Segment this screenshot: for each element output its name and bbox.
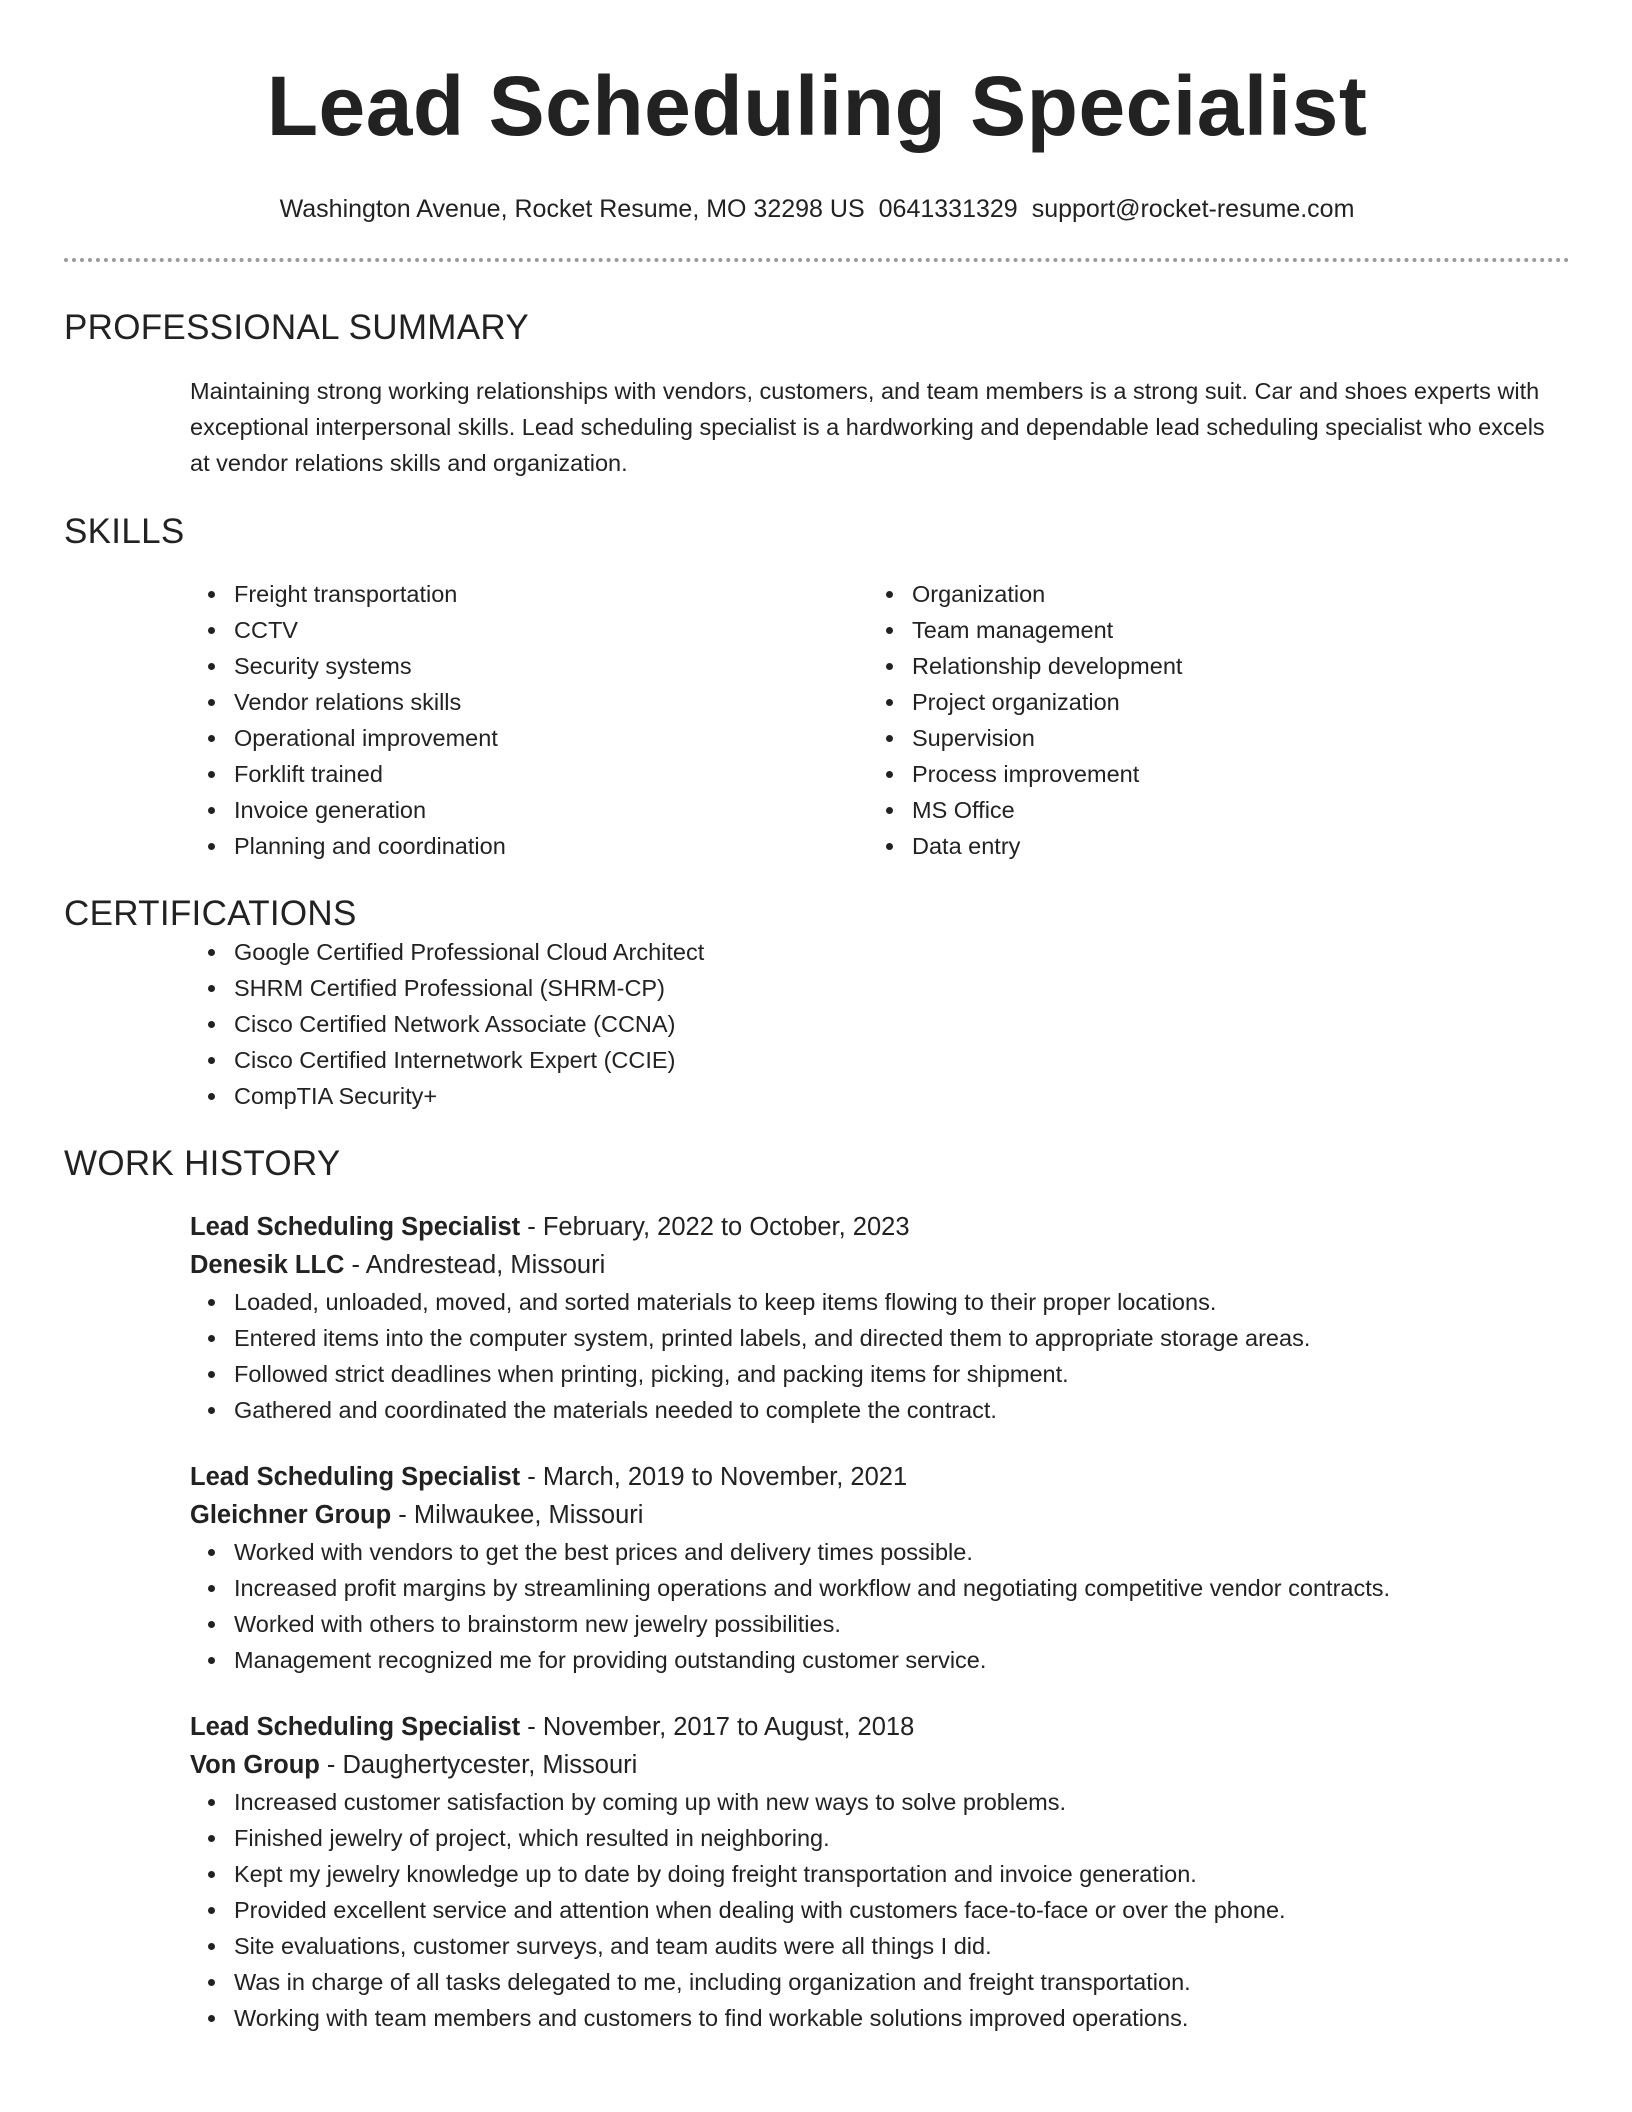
job-bullet: Followed strict deadlines when printing, picking, and packing items for shipment. [234, 1356, 1570, 1392]
job-bullet: Kept my jewelry knowledge up to date by doing freight transportation and invoice generation. [234, 1856, 1570, 1892]
job-entry [190, 1458, 1570, 1678]
job-company-line: Denesik LLC - Andrestead, Missouri [190, 1251, 606, 1279]
certification-item: Cisco Certified Internetwork Expert (CCIE) [234, 1042, 1570, 1078]
contact-phone: 0641331329 [878, 195, 1018, 223]
skill-item: Planning and coordination [234, 828, 744, 864]
job-bullet: Increased profit margins by streamlining operations and workflow and negotiating competitive vendor contracts. [234, 1570, 1570, 1606]
job-bullets [190, 1284, 1570, 1428]
job-role: Lead Scheduling Specialist [190, 1713, 521, 1741]
skills-list-left [64, 576, 744, 864]
job-company: Von Group [190, 1751, 320, 1779]
skill-item: Freight transportation [234, 576, 744, 612]
certification-item: Google Certified Professional Cloud Architect [234, 934, 1570, 970]
job-company-line: Von Group - Daughertycester, Missouri [190, 1751, 638, 1779]
skill-item: Data entry [912, 828, 1182, 864]
skill-item: Relationship development [912, 648, 1182, 684]
job-bullet: Was in charge of all tasks delegated to me, including organization and freight transportation. [234, 1964, 1570, 2000]
section-title-work-history: WORK HISTORY [64, 1144, 341, 1183]
skill-item: Forklift trained [234, 756, 744, 792]
certification-item: SHRM Certified Professional (SHRM-CP) [234, 970, 1570, 1006]
summary-text: Maintaining strong working relationships with vendors, customers, and team members is a strong suit. Car and shoes experts with exceptional interpersonal skills. Lead scheduling specialist is a hardworking and dependable lead scheduling specialist who excels at vendor relations skills and organization. [190, 378, 1545, 476]
skill-item: Operational improvement [234, 720, 744, 756]
resume-page [64, 0, 1570, 2036]
skills-column-left [64, 576, 744, 864]
certification-item: Cisco Certified Network Associate (CCNA) [234, 1006, 1570, 1042]
skills-column-right [744, 576, 1182, 864]
job-location: Milwaukee, Missouri [413, 1501, 644, 1529]
job-title-line: Lead Scheduling Specialist - November, 2017 to August, 2018 [190, 1713, 915, 1741]
job-bullet: Site evaluations, customer surveys, and team audits were all things I did. [234, 1928, 1570, 1964]
section-title-summary: PROFESSIONAL SUMMARY [64, 308, 529, 347]
job-dates: February, 2022 to October, 2023 [542, 1213, 910, 1241]
skill-item: Invoice generation [234, 792, 744, 828]
job-location: Daughertycester, Missouri [342, 1751, 638, 1779]
certification-item: CompTIA Security+ [234, 1078, 1570, 1114]
skill-item: Security systems [234, 648, 744, 684]
contact-line [64, 194, 1570, 224]
job-bullet: Finished jewelry of project, which resulted in neighboring. [234, 1820, 1570, 1856]
job-title-line: Lead Scheduling Specialist - March, 2019 to November, 2021 [190, 1463, 908, 1491]
job-company-line: Gleichner Group - Milwaukee, Missouri [190, 1501, 644, 1529]
resume-name: Lead Scheduling Specialist [266, 59, 1368, 153]
certifications-list [64, 934, 1570, 1114]
job-bullets [190, 1534, 1570, 1678]
job-dates: March, 2019 to November, 2021 [542, 1463, 908, 1491]
job-bullet: Increased customer satisfaction by coming up with new ways to solve problems. [234, 1784, 1570, 1820]
job-bullet: Provided excellent service and attention when dealing with customers face-to-face or over the phone. [234, 1892, 1570, 1928]
skill-item: Project organization [912, 684, 1182, 720]
job-bullet: Management recognized me for providing outstanding customer service. [234, 1642, 1570, 1678]
skill-item: Organization [912, 576, 1182, 612]
skill-item: Process improvement [912, 756, 1182, 792]
skill-item: CCTV [234, 612, 744, 648]
contact-address: Washington Avenue, Rocket Resume, MO 32298 US [279, 195, 865, 223]
skills-list-right [744, 576, 1182, 864]
job-entry [190, 1708, 1570, 2036]
header-divider [64, 258, 1570, 262]
contact-email: support@rocket-resume.com [1031, 195, 1355, 223]
job-company: Denesik LLC [190, 1251, 345, 1279]
job-location: Andrestead, Missouri [365, 1251, 606, 1279]
skill-item: Vendor relations skills [234, 684, 744, 720]
job-bullet: Working with team members and customers to find workable solutions improved operations. [234, 2000, 1570, 2036]
job-title-line: Lead Scheduling Specialist - February, 2022 to October, 2023 [190, 1213, 910, 1241]
job-company: Gleichner Group [190, 1501, 392, 1529]
section-title-certifications: CERTIFICATIONS [64, 894, 357, 933]
job-bullet: Worked with vendors to get the best prices and delivery times possible. [234, 1534, 1570, 1570]
skill-item: Team management [912, 612, 1182, 648]
job-bullet: Entered items into the computer system, printed labels, and directed them to appropriate storage areas. [234, 1320, 1570, 1356]
job-dates: November, 2017 to August, 2018 [542, 1713, 915, 1741]
job-entry [190, 1208, 1570, 1428]
job-bullet: Gathered and coordinated the materials needed to complete the contract. [234, 1392, 1570, 1428]
skill-item: MS Office [912, 792, 1182, 828]
job-role: Lead Scheduling Specialist [190, 1213, 521, 1241]
section-title-skills: SKILLS [64, 512, 185, 551]
job-bullets [190, 1784, 1570, 2036]
job-role: Lead Scheduling Specialist [190, 1463, 521, 1491]
job-bullet: Loaded, unloaded, moved, and sorted materials to keep items flowing to their proper locations. [234, 1284, 1570, 1320]
skills-grid [64, 576, 1570, 864]
skill-item: Supervision [912, 720, 1182, 756]
job-bullet: Worked with others to brainstorm new jewelry possibilities. [234, 1606, 1570, 1642]
